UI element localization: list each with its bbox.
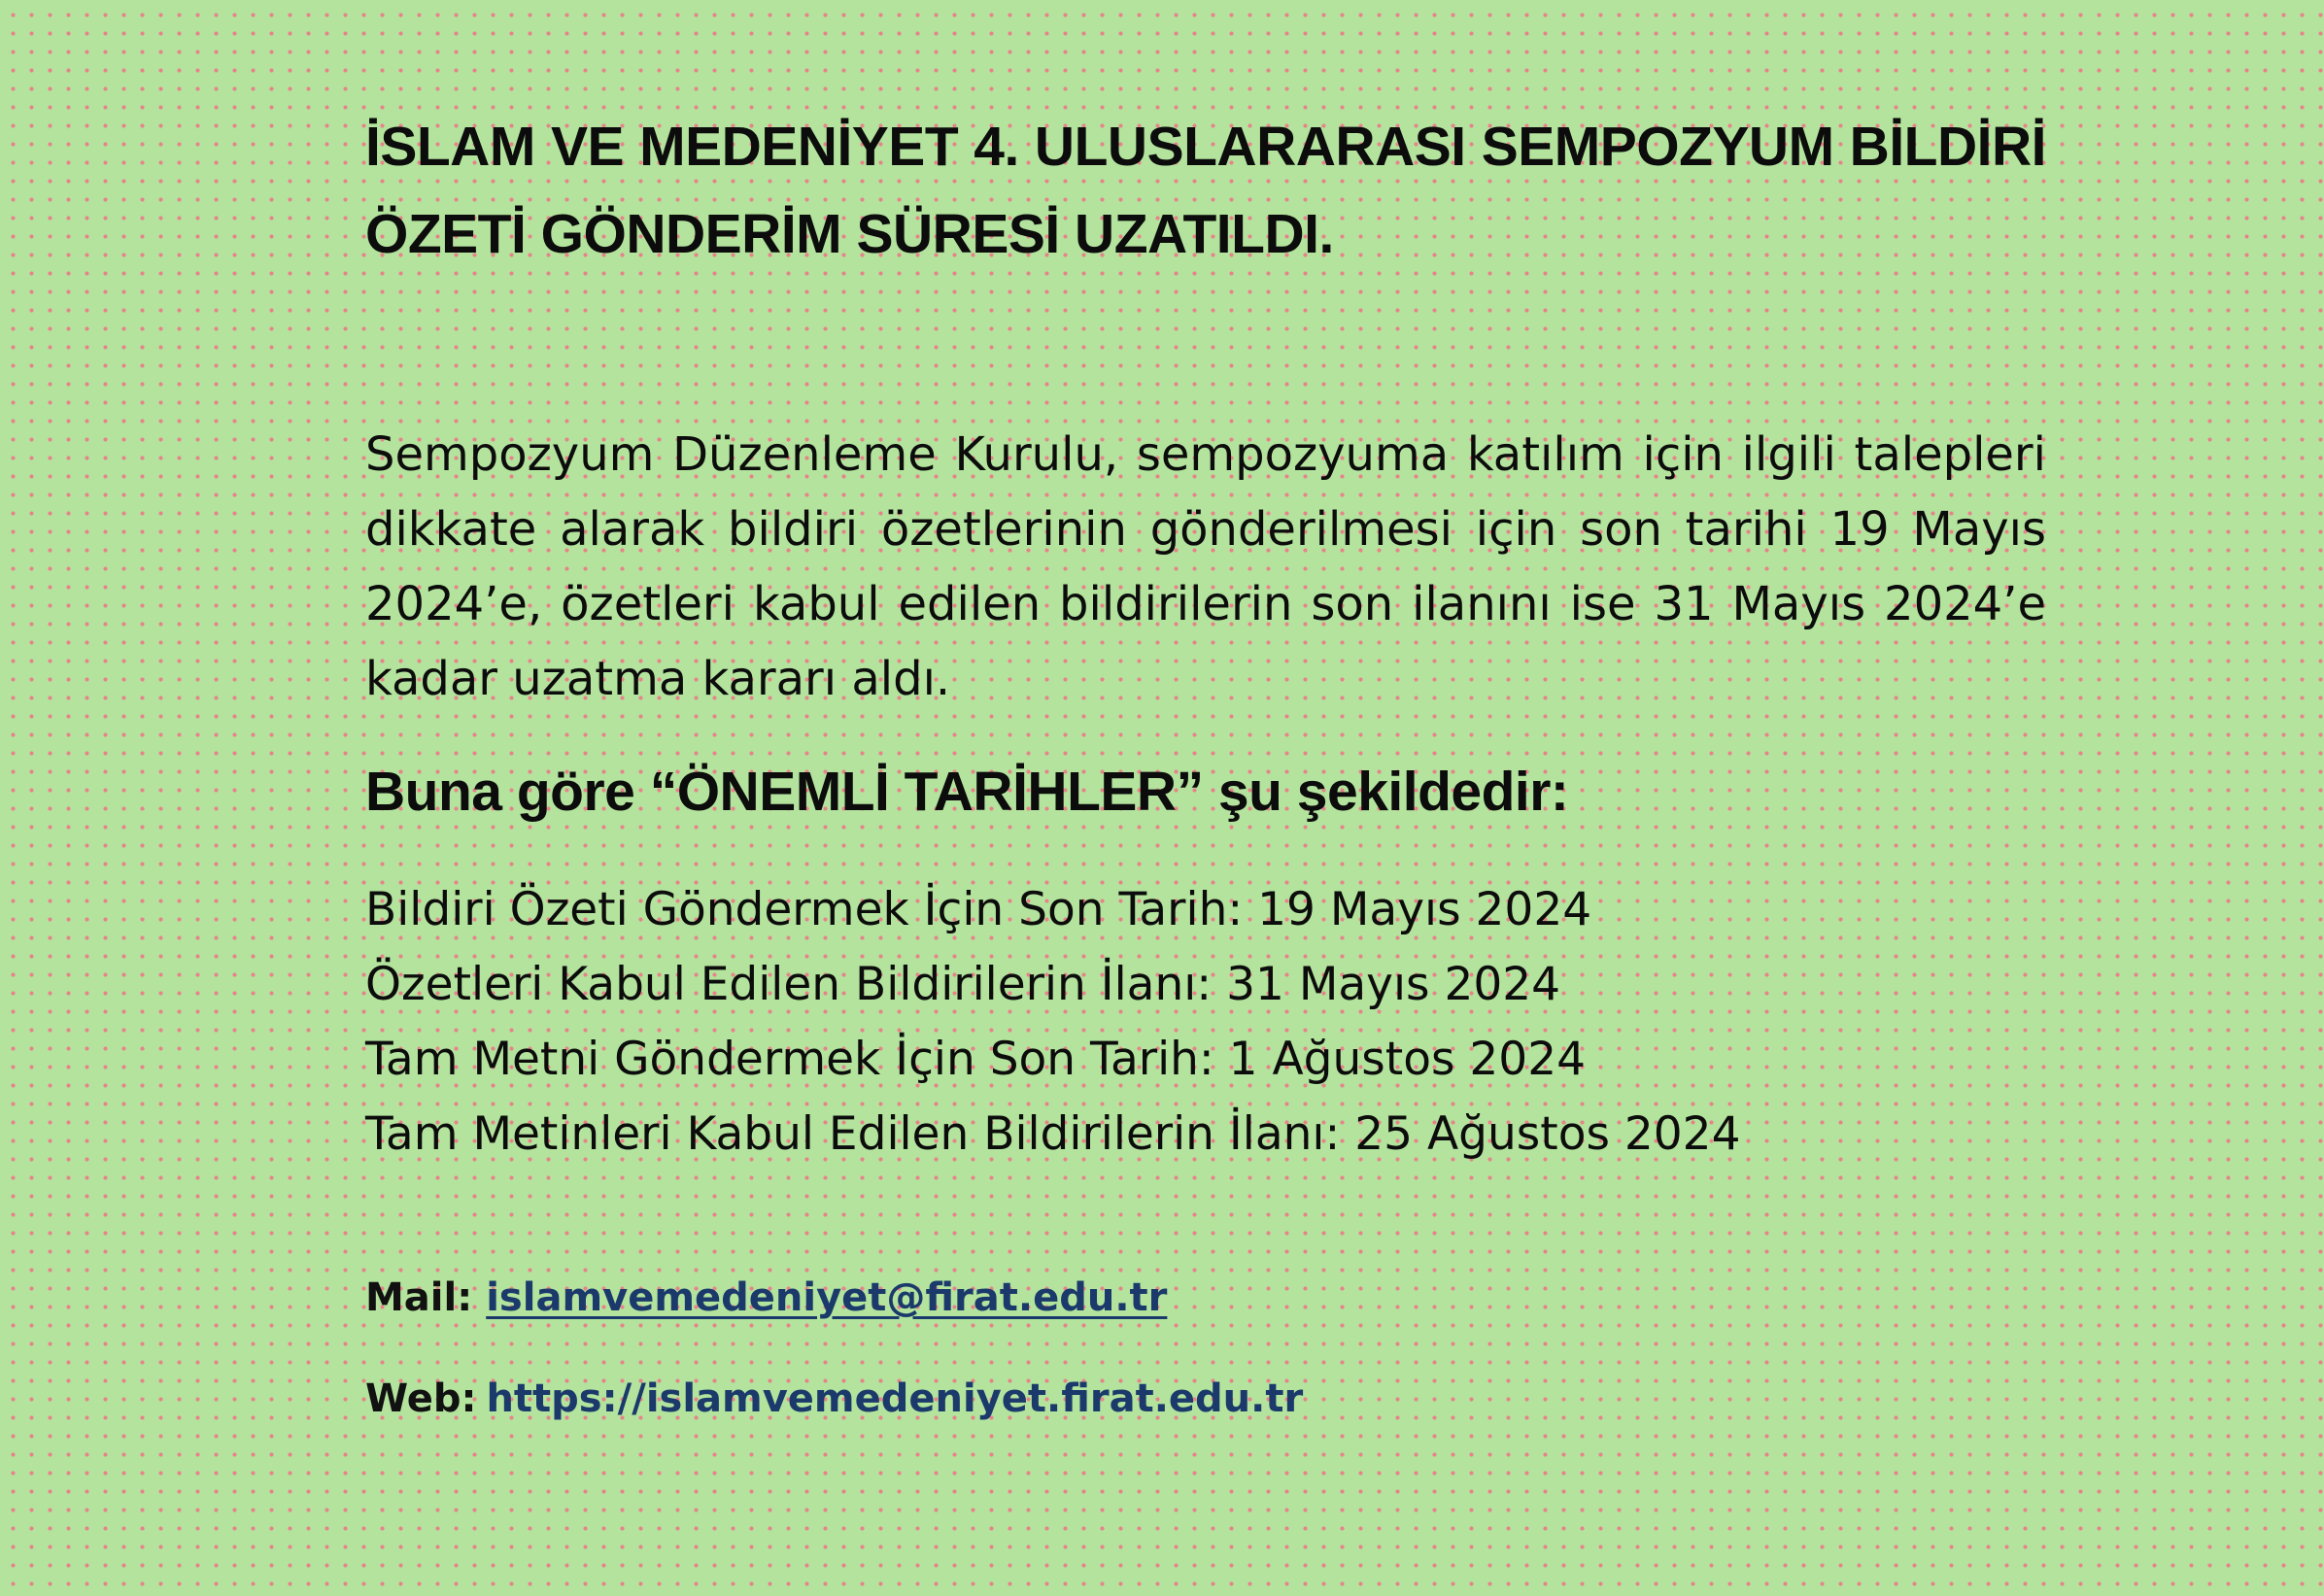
date-item-fulltext-acceptance: Tam Metinleri Kabul Edilen Bildirilerin İlanı: 25 Ağustos 2024 bbox=[365, 1107, 1741, 1161]
date-item-abstract-deadline: Bildiri Özeti Göndermek İçin Son Tarih: 19 Mayıs 2024 bbox=[365, 883, 1592, 936]
announcement-title: İSLAM VE MEDENİYET 4. ULUSLARARASI SEMPOZYUM BİLDİRİ ÖZETİ GÖNDERİM SÜRESİ UZATILDI. bbox=[365, 116, 2046, 265]
important-dates-list bbox=[365, 872, 1741, 1172]
contact-web bbox=[365, 1376, 1303, 1421]
mail-link[interactable]: islamvemedeniyet@firat.edu.tr bbox=[486, 1275, 1168, 1320]
web-link[interactable]: https://islamvemedeniyet.firat.edu.tr bbox=[486, 1376, 1304, 1421]
announcement-intro: Sempozyum Düzenleme Kurulu, sempozyuma katılım için ilgili talepleri dikkate alarak bildiri özetlerinin gönderilmesi için son tarihi 19 Mayıs 2024’e, özetleri kabul edilen bildirilerin son ilanını ise 31 Mayıs 2024’e kadar uzatma kararı aldı. bbox=[365, 427, 2046, 706]
announcement bbox=[365, 103, 2046, 1421]
date-item-fulltext-deadline: Tam Metni Göndermek İçin Son Tarih: 1 Ağustos 2024 bbox=[365, 1033, 1587, 1086]
date-item-abstract-acceptance: Özetleri Kabul Edilen Bildirilerin İlanı: 31 Mayıs 2024 bbox=[365, 958, 1561, 1011]
web-label: Web: bbox=[365, 1376, 477, 1421]
important-dates-heading: Buna göre “ÖNEMLİ TARİHLER” şu şekildedir: bbox=[365, 761, 1569, 823]
contact-mail bbox=[365, 1275, 1167, 1320]
mail-label: Mail: bbox=[365, 1275, 473, 1320]
